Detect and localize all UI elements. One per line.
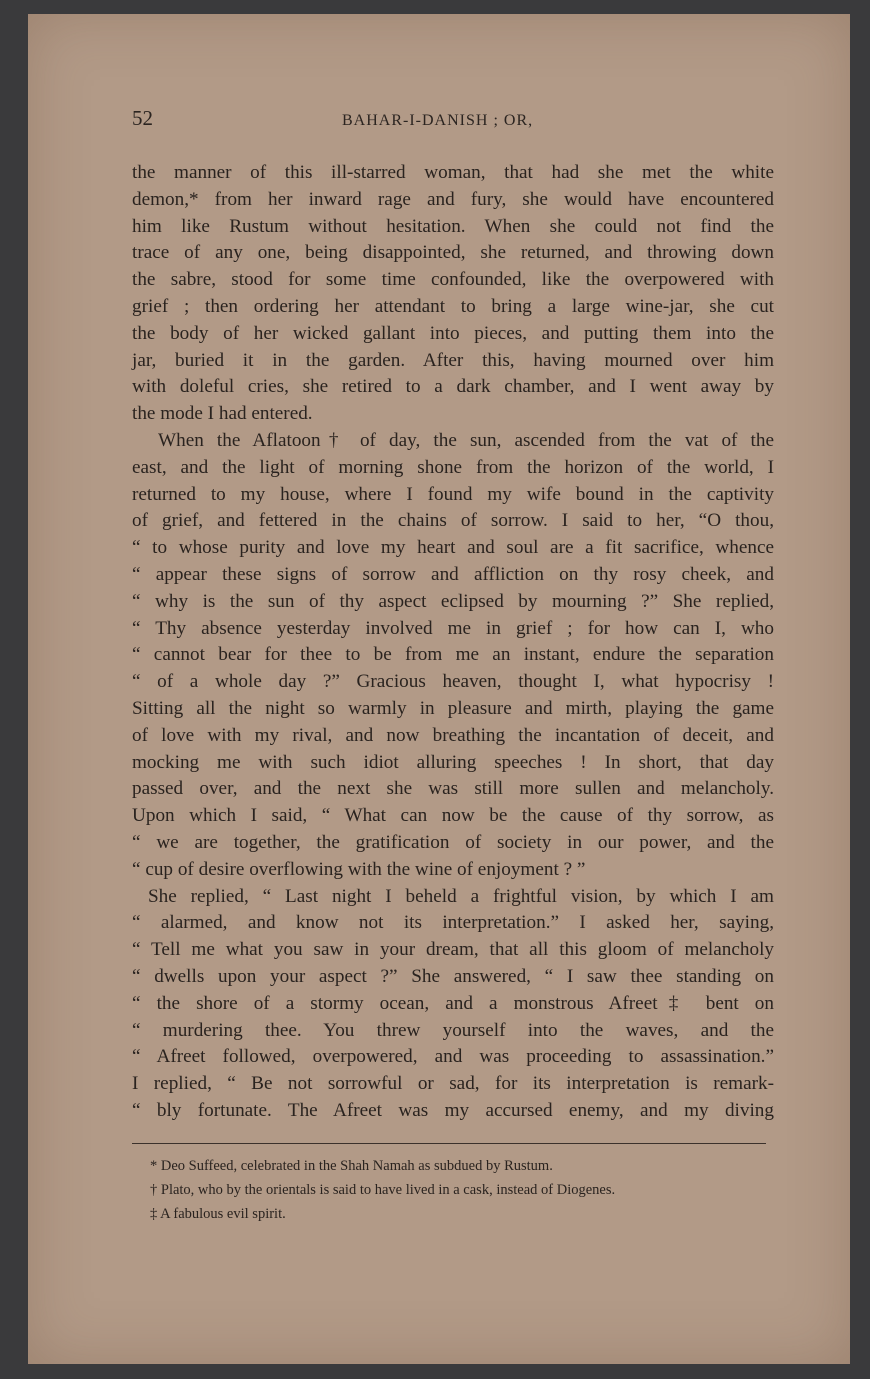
running-title: BAHAR-I-DANISH ; OR, [342, 112, 534, 129]
text-line: returned to my house, where I found my wife bound in the captivity [132, 483, 774, 505]
text-line: jar, buried it in the garden. After this, having mourned over him [132, 349, 774, 371]
text-line: the body of her wicked gallant into pieces, and putting them into the [132, 322, 774, 344]
text-line: “ dwells upon your aspect ?” She answered, “ I saw thee standing on [132, 965, 774, 987]
paragraph-start-line: She replied, “ Last night I beheld a frightful vision, by which I am [148, 885, 774, 907]
paragraph-start-line: When the Aflatoon† of day, the sun, ascended from the vat of the [158, 429, 774, 451]
text-line: of love with my rival, and now breathing the incantation of deceit, and [132, 724, 774, 746]
footnote-divider [132, 1143, 766, 1144]
text-line: him like Rustum without hesitation. When she could not find the [132, 215, 774, 237]
text-line: mocking me with such idiot alluring speeches ! In short, that day [132, 751, 774, 773]
body-text [132, 160, 774, 1125]
text-line: the mode I had entered. [132, 403, 313, 425]
text-line: grief ; then ordering her attendant to bring a large wine-jar, she cut [132, 295, 774, 317]
footnote: † Plato, who by the orientals is said to have lived in a cask, instead of Diogenes. [150, 1182, 616, 1198]
text-line: “ of a whole day ?” Gracious heaven, thought I, what hypocrisy ! [132, 671, 774, 693]
page-number: 52 [132, 106, 153, 130]
text-line: “ alarmed, and know not its interpretation.” I asked her, saying, [132, 912, 774, 934]
text-line: “ we are together, the gratification of society in our power, and the [132, 831, 774, 853]
footnote: ‡ A fabulous evil spirit. [150, 1206, 286, 1222]
text-line: the manner of this ill-starred woman, that had she met the white [132, 162, 774, 183]
text-line: with doleful cries, she retired to a dark chamber, and I went away by [132, 376, 774, 398]
footnotes [150, 1154, 790, 1226]
text-line: trace of any one, being disappointed, she returned, and throwing down [132, 242, 774, 264]
text-line: “ the shore of a stormy ocean, and a monstrous Afreet‡ bent on [132, 992, 774, 1014]
text-line: “ murdering thee. You threw yourself into the waves, and the [132, 1019, 774, 1041]
footnote: * Deo Suffeed, celebrated in the Shah Namah as subdued by Rustum. [150, 1158, 553, 1174]
text-line: Sitting all the night so warmly in pleasure and mirth, playing the game [132, 697, 774, 719]
text-line: “ appear these signs of sorrow and affliction on thy rosy cheek, and [132, 563, 774, 585]
text-line: “ cup of desire overflowing with the wine of enjoyment ? ” [132, 858, 586, 880]
text-line: “ Afreet followed, overpowered, and was proceeding to assassination.” [132, 1046, 774, 1068]
text-line: “ cannot bear for thee to be from me an instant, endure the separation [132, 644, 774, 666]
text-line: of grief, and fettered in the chains of sorrow. I said to her, “O thou, [132, 510, 774, 532]
text-line: east, and the light of morning shone from the horizon of the world, I [132, 456, 774, 478]
text-line: “ bly fortunate. The Afreet was my accursed enemy, and my diving [132, 1099, 774, 1121]
text-line: demon,* from her inward rage and fury, she would have encountered [132, 188, 774, 210]
text-line: Upon which I said, “ What can now be the cause of thy sorrow, as [132, 805, 774, 827]
text-line: “ to whose purity and love my heart and soul are a fit sacrifice, whence [132, 537, 774, 559]
text-line: passed over, and the next she was still more sullen and melancholy. [132, 778, 774, 800]
text-line: I replied, “ Be not sorrowful or sad, for its interpretation is remark- [132, 1073, 774, 1095]
text-line: the sabre, stood for some time confounded, like the overpowered with [132, 269, 774, 291]
text-line: “ why is the sun of thy aspect eclipsed by mourning ?” She replied, [132, 590, 774, 612]
text-line: “ Tell me what you saw in your dream, that all this gloom of melancholy [132, 939, 774, 961]
text-line: “ Thy absence yesterday involved me in grief ; for how can I, who [132, 617, 774, 639]
